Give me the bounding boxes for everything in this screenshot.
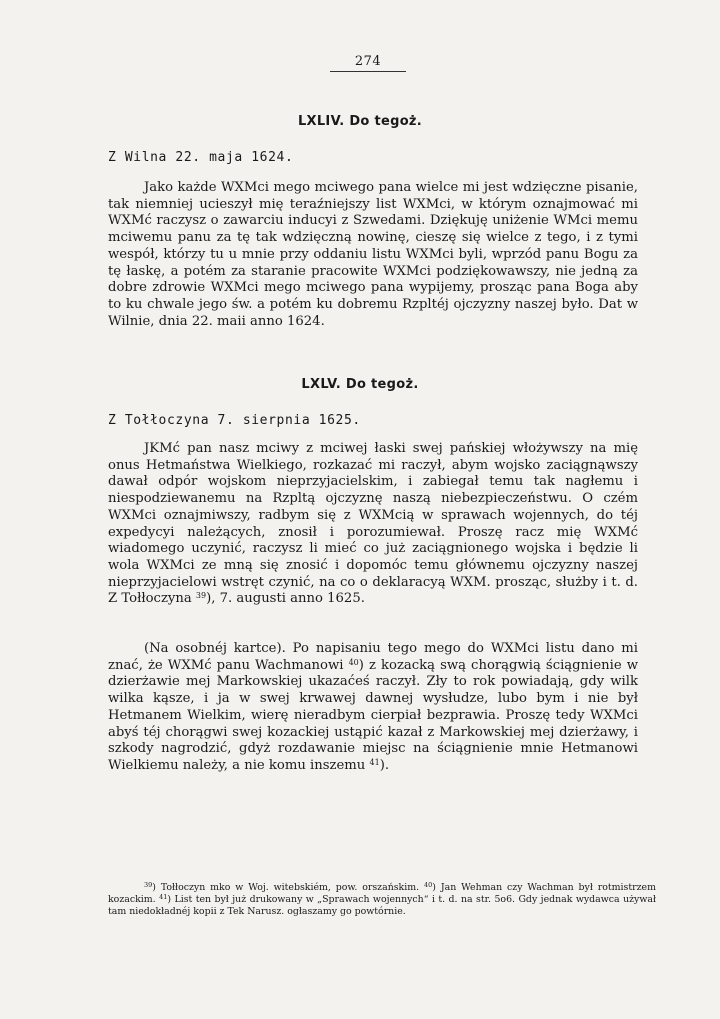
footnote-ref-41: 41 [369,757,380,767]
letter-place-date-lxlv: Z Tołłoczyna 7. sierpnia 1625. [108,413,361,428]
letter-body-lxliv: Jako każde WXMci mego mciwego pana wielce mi jest wdzięczne pisanie, tak niemniej ucieszył mię teraźniejszy list WXMci, w którym oznajmować mi WXMć raczysz o zawarciu inducyi z Szwedami. Dziękuję uniżenie WMci memu mciwemu panu za tę tak wdzięczną nowinę, cieszę się wielce z tego, i z tymi wespół, którzy tu u mnie przy oddaniu listu WXMci byli, wprzód panu Bogu za tę łaskę, a potém za staranie pracowite WXMci podziękowawszy, nie jedną za dobre zdrowie WXMci mego mciwego pana wypijemy, prosząc pana Boga aby to ku chwale jego św. a potém ku dobremu Rzpltéj ojczyzny naszej było. Dat w Wilnie, dnia 22. maii anno 1624. [108,180,638,329]
footnote-mark-39: 39 [144,881,153,889]
letter-postscript-lxlv [108,641,638,775]
letter-body-lxlv [108,441,638,608]
letter-heading-lxliv: LXLIV. Do tegoż. [297,114,423,129]
postscript-text-start: (Na osobnéj kartce). Po napisaniu tego mego do WXMci listu dano mi znać, że WXMć panu Wachmanowi [108,641,638,673]
footnote-41: ) List ten był już drukowany w „Sprawach wojennych“ i t. d. na str. 5o6. Gdy jednak wydawca używał tam niedokładnéj kopii z Tek Narusz. ogłaszamy go powtórnie. [108,894,656,917]
footnote-ref-40: 40 [348,657,359,667]
postscript-text-end: ). [379,757,390,773]
letter-heading-lxlv [0,377,720,392]
letter-body-text: JKMć pan nasz mciwy z mciwej łaski swej pańskiej włożywszy na mię onus Hetmaństwa Wielkiego, rozkazać mi raczył, abym wojsko zaciągnąwszy dawał odpór wojskom nieprzyjacielskim, i zabiegał temu tak nagłemu i niespodziewanemu na Rzpltą ojczyznę naszą niebezpieczeństwu. O czém WXMci oznajmiwszy, radbym się z WXMcią w sprawach wojennych, do téj expedycyi należących, znosił i porozumiewał. Proszę racz mię WXMć wiadomego uczynić, raczysz li mieć co już zaciągnionego wojska i będzie li wola WXMci ze mną się znosić i dopomóc temu głównemu ojczyzny naszej nieprzyjacielowi wstręt czynić, na co o deklaracyą WXM. prosząc, służby i t. d. Z Tołłoczyna [108,441,638,607]
page-number: 274 [354,54,382,69]
footnote-mark-41: 41 [159,893,168,901]
footnote-39: ) Tołłoczyn mko w Woj. witebskiém, pow. orszańskim. [152,882,420,893]
footnote-ref-39: 39 [195,591,207,601]
page-number-rule [330,71,406,72]
postscript-text-middle: ) z kozacką swą chorągwią ściągnienie w dzierżawie mej Markowskiej ukazaćeś raczył. Zły to rok powiadają, gdy wilk wilka kąsze, i ja w swej krwawej dawnej wysłudze, lubo bym i nie był Hetmanem Wielkim, wierę nieradbym cierpiał bezprawia. Proszę tedy WXMci abyś téj chorągwi swej kozackiej ustąpić kazał z Markowskiej mej dzierżawy, i szkody nagrodzić, gdyż rozdawanie miejsc na ściągnienie mnie Hetmanowi Wielkiemu należy, a nie komu inszemu [108,657,638,773]
footnote-40: ) Jan Wehman czy Wachman był rotmistrzem kozackim. [108,882,656,905]
letter-body-closing: ), 7. augusti anno 1625. [206,591,365,607]
footnote-mark-40: 40 [424,881,433,889]
footnotes [108,882,656,918]
letter-place-date-lxliv: Z Wilna 22. maja 1624. [108,150,294,165]
letter-heading-lxlv-text: LXLV. Do tegoż. [301,377,419,392]
